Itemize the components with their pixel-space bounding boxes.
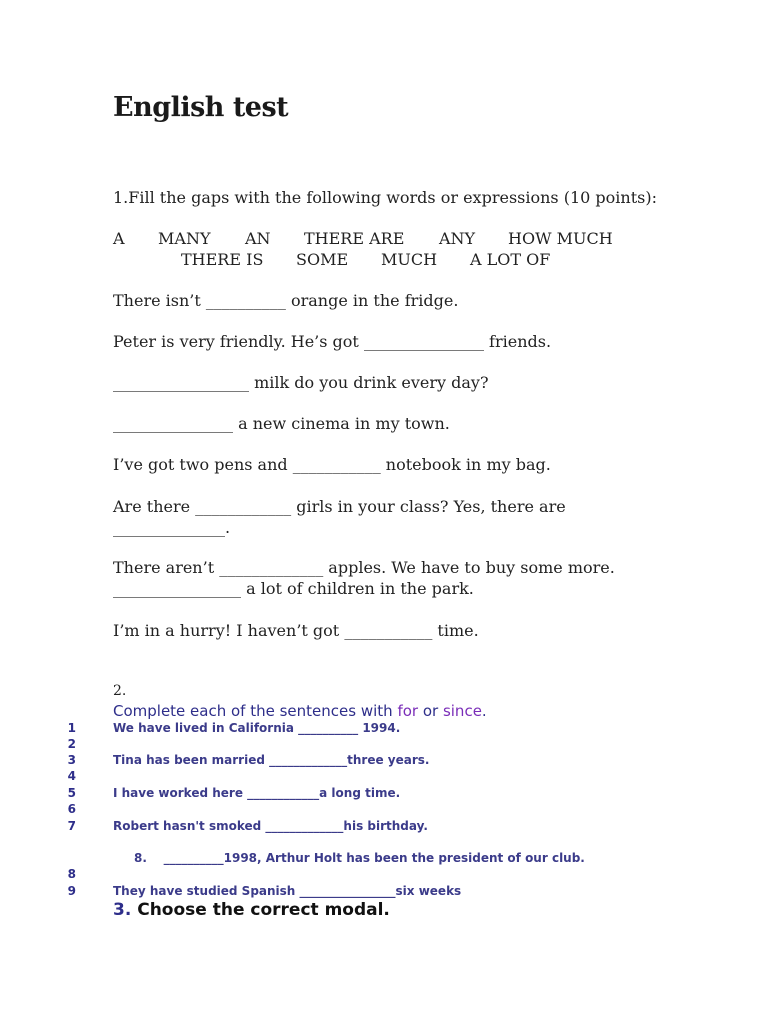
exercise-sentence: I’m in a hurry! I haven’t got ___________ time. <box>113 621 479 640</box>
section2-heading-text: or <box>418 702 443 720</box>
line-number: 4 <box>67 769 76 783</box>
exercise-sentence: _________________ milk do you drink every day? <box>113 373 489 392</box>
line-number: 3 <box>67 753 76 767</box>
word-bank-item: AN <box>245 229 271 248</box>
exercise-line: 8. __________1998, Arthur Holt has been the president of our club. <box>134 851 585 865</box>
line-number: 5 <box>67 786 76 800</box>
exercise-sentence: ______________. <box>113 518 231 537</box>
word-bank-item: MANY <box>158 229 211 248</box>
exercise-sentence: ________________ a lot of children in the park. <box>113 579 474 598</box>
exercise-sentence: _______________ a new cinema in my town. <box>113 414 450 433</box>
exercise-line: I have worked here ____________a long time. <box>113 786 401 800</box>
page-title: English test <box>113 92 289 123</box>
section2-heading-text: Complete each of the sentences with <box>113 702 398 720</box>
section3-number: 3. <box>113 900 132 920</box>
word-bank-item: A <box>113 229 125 248</box>
word-bank-item: HOW MUCH <box>508 229 613 248</box>
section2-heading <box>113 702 487 720</box>
exercise-sentence: Are there ____________ girls in your class? Yes, there are <box>113 497 566 516</box>
keyword-since: since <box>442 702 482 720</box>
line-number: 2 <box>67 737 76 751</box>
word-bank-item: THERE ARE <box>304 229 405 248</box>
line-number: 7 <box>67 819 76 833</box>
word-bank-item: A LOT OF <box>470 250 551 269</box>
line-number: 9 <box>67 884 76 898</box>
exercise-sentence: There aren’t _____________ apples. We have to buy some more. <box>113 558 615 577</box>
section2-heading-text: . <box>481 702 487 720</box>
keyword-for: for <box>397 702 419 720</box>
exercise-line: We have lived in California __________ 1994. <box>113 721 401 735</box>
section3-heading-text: Choose the correct modal. <box>131 900 390 920</box>
exercise-sentence: Peter is very friendly. He’s got _______________ friends. <box>113 332 552 351</box>
line-number: 1 <box>67 721 76 735</box>
line-number: 6 <box>67 802 76 816</box>
word-bank-item: SOME <box>296 250 349 269</box>
exercise-line: Robert hasn't smoked _____________his birthday. <box>113 819 428 833</box>
exercise-line: Tina has been married _____________three years. <box>113 753 430 767</box>
section2-number: 2. <box>113 683 127 699</box>
line-number: 8 <box>67 867 76 881</box>
exercise-sentence: There isn’t __________ orange in the fridge. <box>113 291 459 310</box>
word-bank-item: THERE IS <box>181 250 264 269</box>
section3-heading <box>113 900 390 920</box>
exercise-sentence: I’ve got two pens and ___________ notebook in my bag. <box>113 455 551 474</box>
word-bank-item: ANY <box>439 229 476 248</box>
exercise-line: They have studied Spanish ________________six weeks <box>113 884 462 898</box>
word-bank-item: MUCH <box>381 250 438 269</box>
section1-instruction: 1.Fill the gaps with the following words or expressions (10 points): <box>113 188 657 207</box>
